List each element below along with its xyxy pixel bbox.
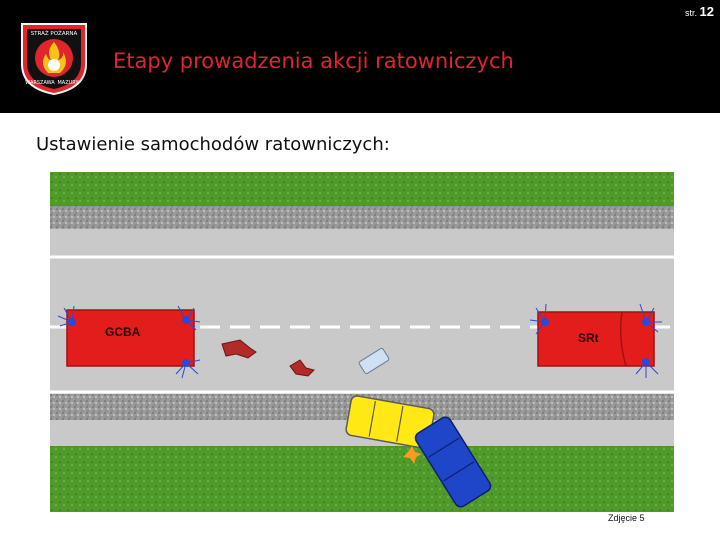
- srt-label: SRt: [578, 331, 599, 345]
- slide-title: Etapy prowadzenia akcji ratowniczych: [113, 49, 514, 73]
- gravel-shoulder-top: [50, 206, 674, 229]
- header-bar: [0, 0, 720, 113]
- section-subtitle: Ustawienie samochodów ratowniczych:: [36, 134, 390, 155]
- rescue-vehicle-placement-diagram: [50, 172, 674, 512]
- page-label: str.: [685, 8, 698, 18]
- page-number-value: 12: [699, 4, 714, 19]
- beacon-icon: [68, 318, 76, 326]
- page-number: [685, 4, 714, 19]
- logo-bottom-left-text: WARSZAWA: [25, 80, 55, 86]
- beacon-icon: [541, 318, 549, 326]
- beacon-icon: [182, 316, 190, 324]
- beacon-icon: [642, 358, 650, 366]
- beacon-icon: [642, 318, 650, 326]
- photo-caption: Zdjęcie 5: [608, 513, 645, 523]
- fire-brigade-logo: [18, 20, 90, 96]
- logo-top-text: STRAŻ POŻARNA: [30, 31, 78, 37]
- grass-verge-top: [50, 172, 674, 206]
- gcba-label: GCBA: [105, 325, 141, 339]
- logo-bottom-right-text: MAZURY: [57, 80, 79, 86]
- grass-verge-bottom: [50, 446, 674, 512]
- beacon-icon: [182, 359, 190, 367]
